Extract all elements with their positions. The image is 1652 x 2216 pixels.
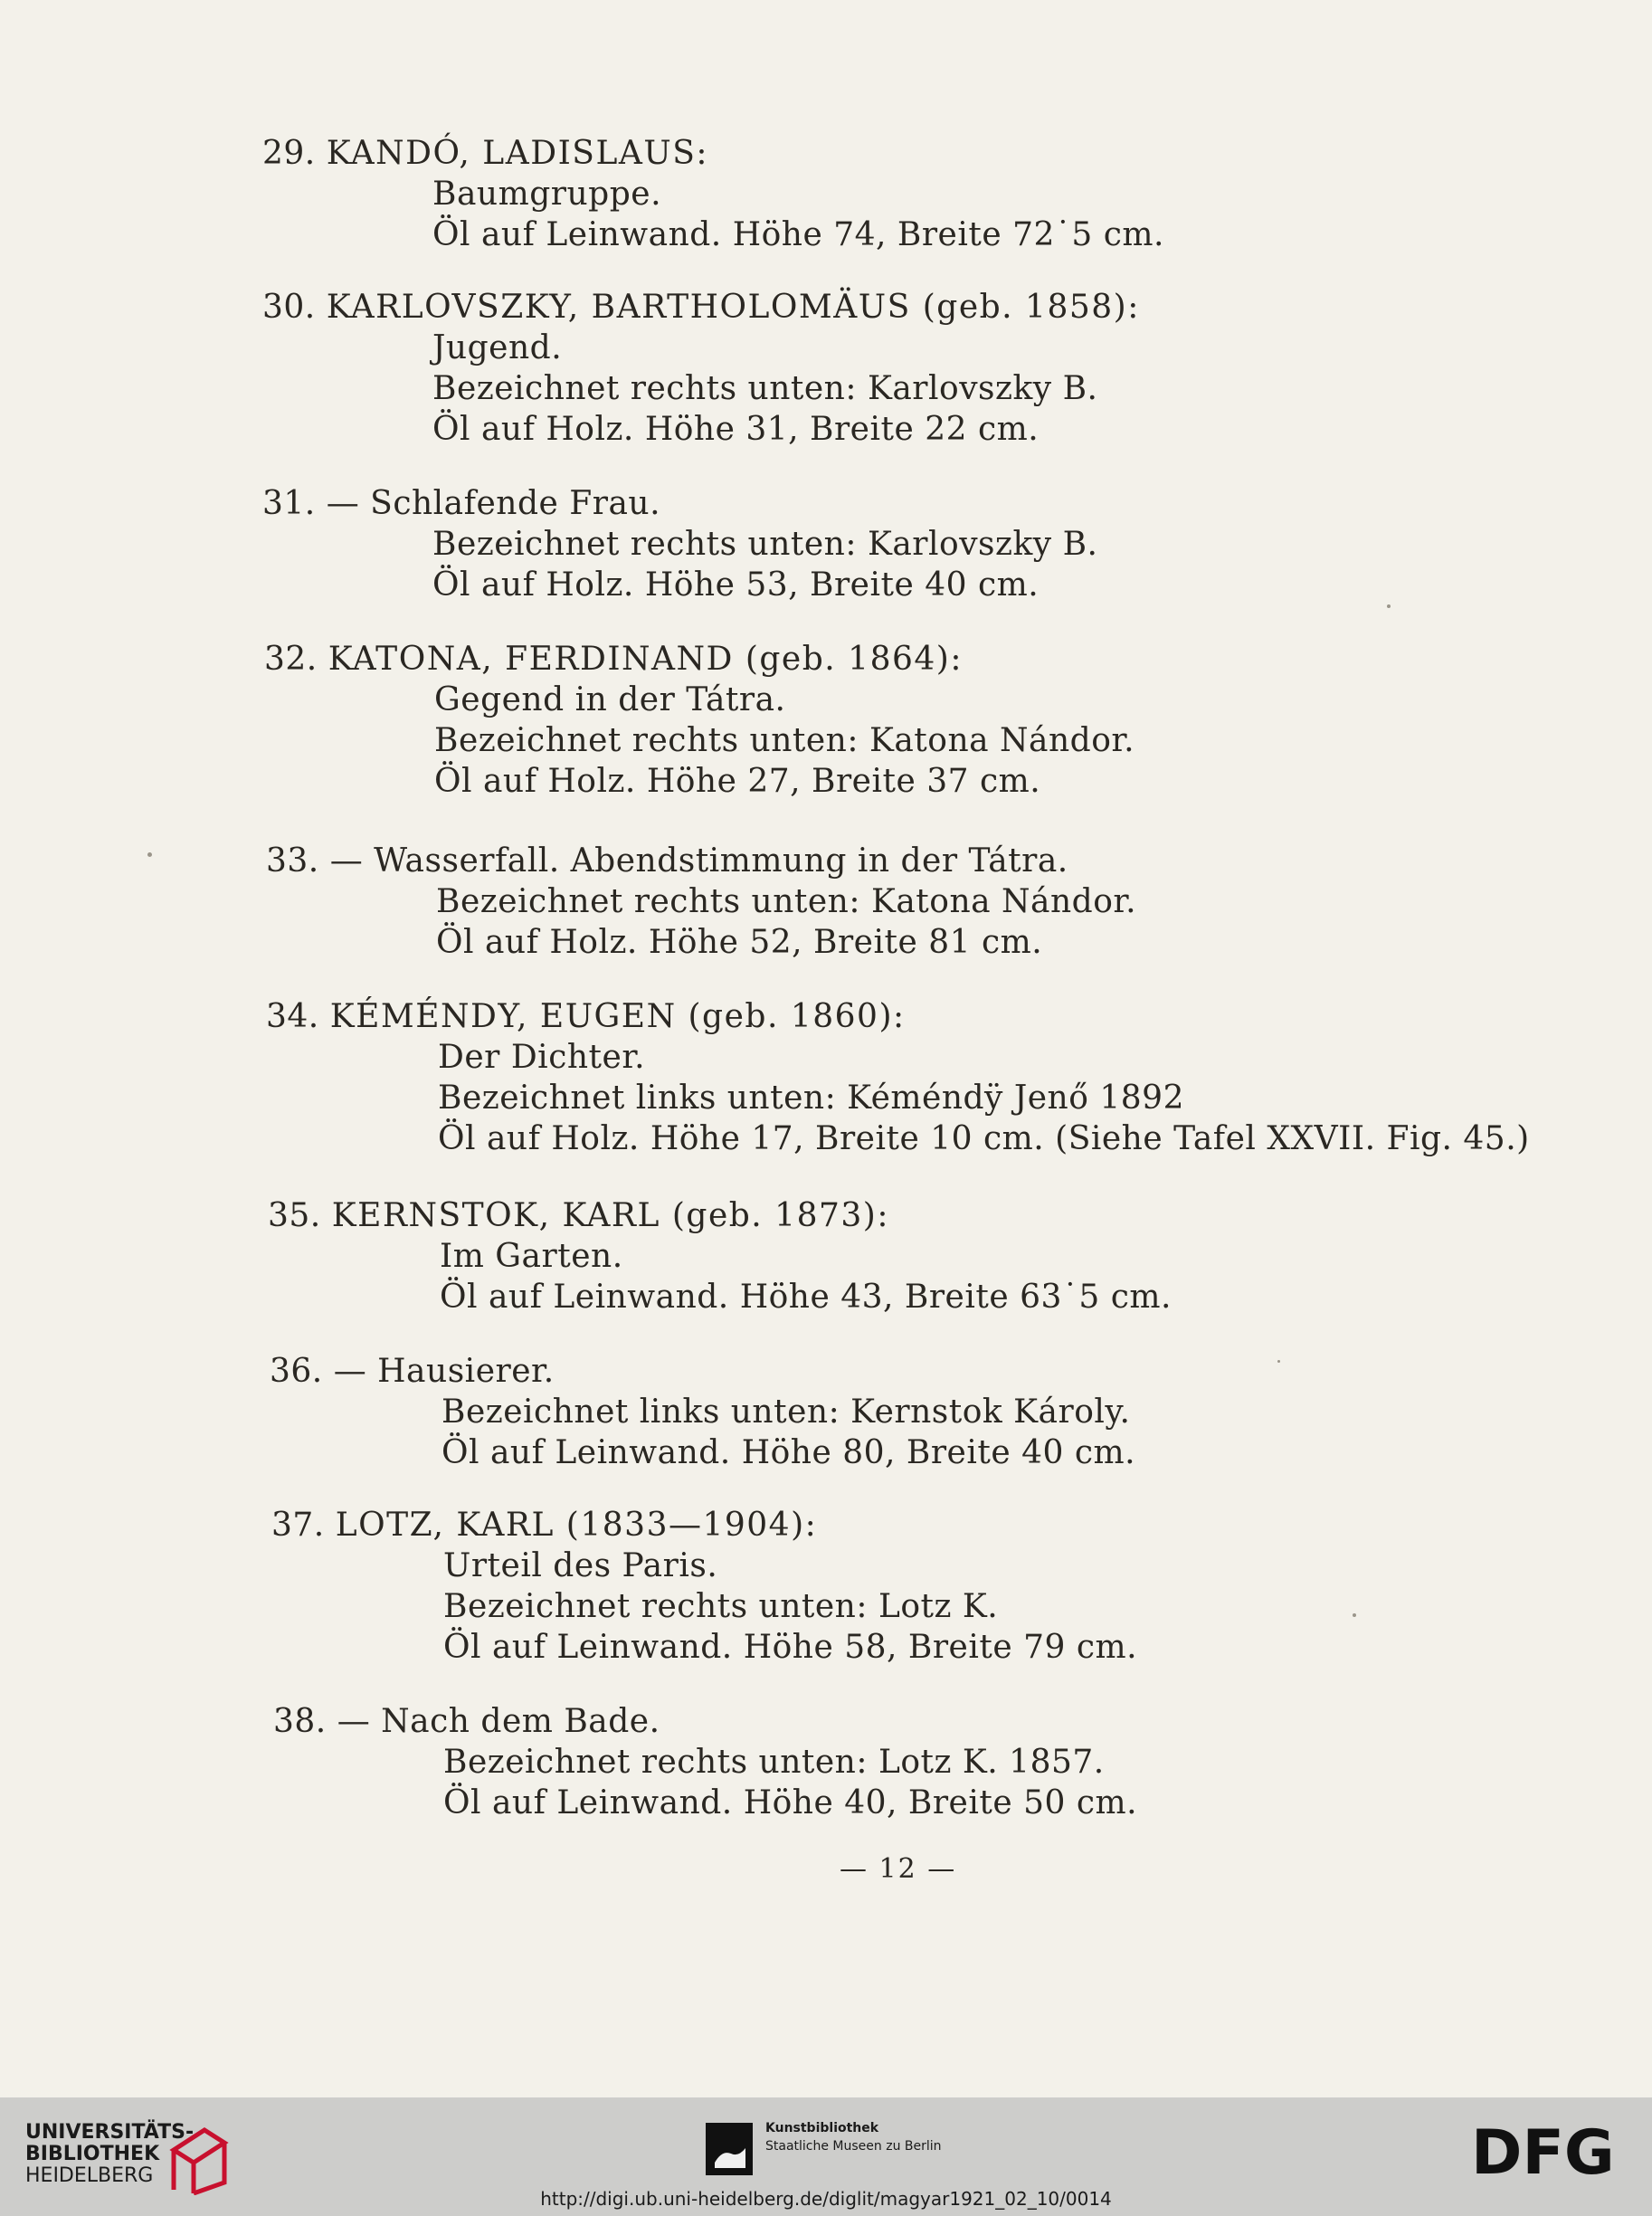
entry-line: Urteil des Paris. [443,1547,718,1584]
entry-heading [264,640,963,680]
paper-speck [1387,604,1391,608]
ub-line2: BIBLIOTHEK [25,2143,160,2165]
entry-artist: KÉMÉNDY, EUGEN (geb. 1860): [329,998,906,1035]
entry-number: 31. [262,485,316,522]
entry-artist: KATONA, FERDINAND (geb. 1864): [328,641,963,678]
entry-artist: KANDÓ, LADISLAUS: [326,135,708,172]
entry-line: Öl auf Leinwand. Höhe 40, Breite 50 cm. [443,1784,1138,1821]
entry-artist: LOTZ, KARL (1833—1904): [335,1507,818,1544]
kb-title: Kunstbibliothek [765,2121,879,2135]
entry-line: Öl auf Leinwand. Höhe 74, Breite 72˙5 cm. [432,216,1164,253]
entry-line: Öl auf Holz. Höhe 27, Breite 37 cm. [434,763,1041,800]
page-number: — 12 — [840,1853,957,1885]
entry-number: 30. [262,289,316,326]
kb-subtitle: Staatliche Museen zu Berlin [765,2139,942,2154]
entry-heading [270,1352,555,1392]
ub-logo-icon [168,2114,232,2195]
entry-title: — Wasserfall. Abendstimmung in der Tátra. [329,842,1068,880]
entry-heading [266,997,906,1037]
entry-heading [273,1702,660,1742]
entry-number: 29. [262,135,316,172]
paper-speck [1277,1360,1280,1363]
entry-number: 38. [273,1703,327,1740]
entry-line: Öl auf Holz. Höhe 31, Breite 22 cm. [432,411,1040,448]
ub-line3: HEIDELBERG [25,2164,154,2187]
entry-heading [262,288,1140,328]
document-url[interactable]: http://digi.ub.uni-heidelberg.de/diglit/magyar1921_02_10/0014 [540,2188,1112,2210]
entry-line: Öl auf Holz. Höhe 17, Breite 10 cm. (Siehe Tafel XXVII. Fig. 45.) [438,1120,1530,1157]
entry-line: Öl auf Holz. Höhe 52, Breite 81 cm. [436,924,1043,961]
entry-heading [262,134,708,174]
dfg-logo [1471,2119,1627,2183]
entry-line: Jugend. [432,329,563,366]
entry-line: Öl auf Leinwand. Höhe 43, Breite 63˙5 cm. [440,1279,1172,1316]
entry-heading [266,842,1068,881]
entry-line: Bezeichnet links unten: Kernstok Károly. [441,1393,1131,1431]
entry-line: Bezeichnet rechts unten: Lotz K. 1857. [443,1744,1105,1781]
entry-line: Bezeichnet rechts unten: Karlovszky B. [432,526,1098,563]
entry-number: 32. [264,641,318,678]
entry-title: — Hausierer. [333,1353,555,1390]
entry-number: 36. [270,1353,323,1390]
kunstbibliothek-logo-icon [706,2123,753,2175]
entry-artist: KERNSTOK, KARL (geb. 1873): [331,1197,889,1234]
dfg-logo-text: DFG [1471,2119,1615,2183]
entry-line: Baumgruppe. [432,176,662,213]
entry-line: Öl auf Leinwand. Höhe 80, Breite 40 cm. [441,1434,1136,1471]
entry-line: Bezeichnet links unten: Kéméndÿ Jenő 1892 [438,1079,1184,1117]
entry-title: — Nach dem Bade. [337,1703,660,1740]
entry-number: 33. [266,842,319,880]
entry-artist: KARLOVSZKY, BARTHOLOMÄUS (geb. 1858): [326,289,1140,326]
entry-line: Bezeichnet rechts unten: Katona Nándor. [434,722,1135,759]
entry-line: Gegend in der Tátra. [434,681,786,718]
entry-heading [262,484,660,524]
entry-line: Bezeichnet rechts unten: Lotz K. [443,1588,999,1625]
entry-heading [268,1196,889,1236]
entry-line: Öl auf Leinwand. Höhe 58, Breite 79 cm. [443,1629,1138,1666]
entry-number: 34. [266,998,319,1035]
ub-line1: UNIVERSITÄTS- [25,2121,195,2144]
paper-speck [1353,1613,1356,1617]
kunstbibliothek-label [765,2119,942,2155]
entry-title: — Schlafende Frau. [326,485,661,522]
entry-number: 35. [268,1197,321,1234]
entry-line: Öl auf Holz. Höhe 53, Breite 40 cm. [432,566,1040,604]
entry-line: Bezeichnet rechts unten: Karlovszky B. [432,370,1098,407]
entry-line: Der Dichter. [438,1039,646,1076]
entry-heading [271,1506,817,1545]
paper-speck [147,852,152,857]
entry-line: Bezeichnet rechts unten: Katona Nándor. [436,883,1137,920]
entry-line: Im Garten. [440,1238,623,1275]
entry-number: 37. [271,1507,325,1544]
